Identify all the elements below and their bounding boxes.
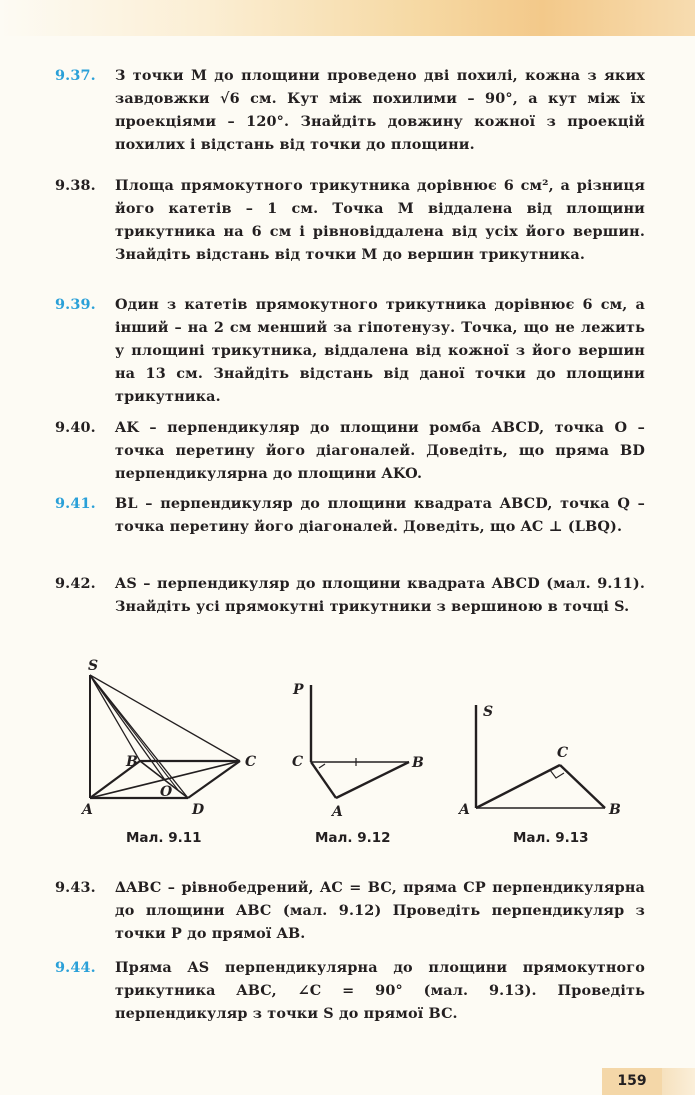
problem-text: AS – перпендикуляр до площини квадрата ABCD (мал. 9.11). Знайдіть усі прямокутні трикутники з вершиною в точці S. bbox=[115, 575, 645, 615]
label-s: S bbox=[88, 658, 99, 674]
problem-9-40 bbox=[55, 416, 645, 485]
problem-text: ∆ABC – рівнобедрений, AC = BC, пряма CP перпендикулярна до площини ABC (мал. 9.12) Проведіть перпендикуляр з точки P до прямої AB. bbox=[115, 879, 645, 942]
problem-9-44 bbox=[55, 956, 645, 1025]
problem-9-38 bbox=[55, 174, 645, 266]
figure-9-12 bbox=[285, 650, 435, 846]
label-b: B bbox=[126, 754, 138, 770]
label-c: C bbox=[557, 745, 569, 761]
label-p: P bbox=[293, 682, 304, 698]
problem-number: 9.41. bbox=[55, 495, 96, 512]
problem-text: Площа прямокутного трикутника дорівнює 6 см², а різниця його катетів – 1 см. Точка M віддалена від площини трикутника на 6 см і рівновіддалена від усіх його вершин. Знайдіть відстань від точки M до вершин трикутника. bbox=[115, 177, 645, 263]
problem-number: 9.38. bbox=[55, 177, 96, 194]
problem-9-42 bbox=[55, 572, 645, 618]
problem-text: BL – перпендикуляр до площини квадрата ABCD, точка Q – точка перетину його діагоналей. Доведіть, що AC ⊥ (LBQ). bbox=[115, 495, 645, 535]
label-d: D bbox=[192, 802, 205, 818]
caption-9-12: Мал. 9.12 bbox=[315, 830, 391, 846]
label-a: A bbox=[332, 804, 343, 820]
right-triangle-as-diagram bbox=[455, 650, 635, 820]
figure-9-13 bbox=[455, 650, 635, 846]
problem-text: Пряма AS перпендикулярна до площини прямокутного трикутника ABC, ∠C = 90° (мал. 9.13). Проведіть перпендикуляр з точки S до прямої BC. bbox=[115, 959, 645, 1022]
problem-number: 9.39. bbox=[55, 296, 96, 313]
problem-text: З точки M до площини проведено дві похилі, кожна з яких завдовжки √6 см. Кут між похилими – 90°, а кут між їх проекціями – 120°. Знайдіть довжину кожної з проекцій похилих і відстань від точки до площини. bbox=[115, 67, 645, 153]
problem-number: 9.37. bbox=[55, 67, 96, 84]
label-b: B bbox=[412, 755, 424, 771]
label-o: O bbox=[160, 784, 173, 800]
header-decor-band bbox=[0, 0, 695, 36]
caption-9-13: Мал. 9.13 bbox=[513, 830, 589, 846]
page-number-strip bbox=[662, 1068, 695, 1095]
problem-text: AK – перпендикуляр до площини ромба ABCD, точка O – точка перетину його діагоналей. Доведіть, що пряма BD перпендикулярна до площини AKO. bbox=[115, 419, 645, 482]
label-a: A bbox=[82, 802, 93, 818]
pyramid-diagram bbox=[70, 650, 270, 820]
problem-number: 9.44. bbox=[55, 959, 96, 976]
problem-9-39 bbox=[55, 293, 645, 408]
figures-row bbox=[60, 650, 660, 860]
triangle-cp-diagram bbox=[285, 650, 435, 820]
problem-number: 9.40. bbox=[55, 419, 96, 436]
figure-9-11 bbox=[70, 650, 270, 846]
page-number: 159 bbox=[602, 1068, 662, 1095]
label-b: B bbox=[609, 802, 621, 818]
caption-9-11: Мал. 9.11 bbox=[126, 830, 202, 846]
problem-9-37 bbox=[55, 64, 645, 156]
problem-number: 9.43. bbox=[55, 879, 96, 896]
problem-9-43 bbox=[55, 876, 645, 945]
problem-9-41 bbox=[55, 492, 645, 538]
label-s: S bbox=[483, 704, 494, 720]
problem-text: Один з катетів прямокутного трикутника дорівнює 6 см, а інший – на 2 см менший за гіпотенузу. Точка, що не лежить у площині трикутника, віддалена від кожної з його вершин на 13 см. Знайдіть відстань від даної точки до площини трикутника. bbox=[115, 296, 645, 405]
label-c: C bbox=[245, 754, 257, 770]
label-a: A bbox=[459, 802, 470, 818]
label-c: C bbox=[292, 754, 304, 770]
problem-number: 9.42. bbox=[55, 575, 96, 592]
